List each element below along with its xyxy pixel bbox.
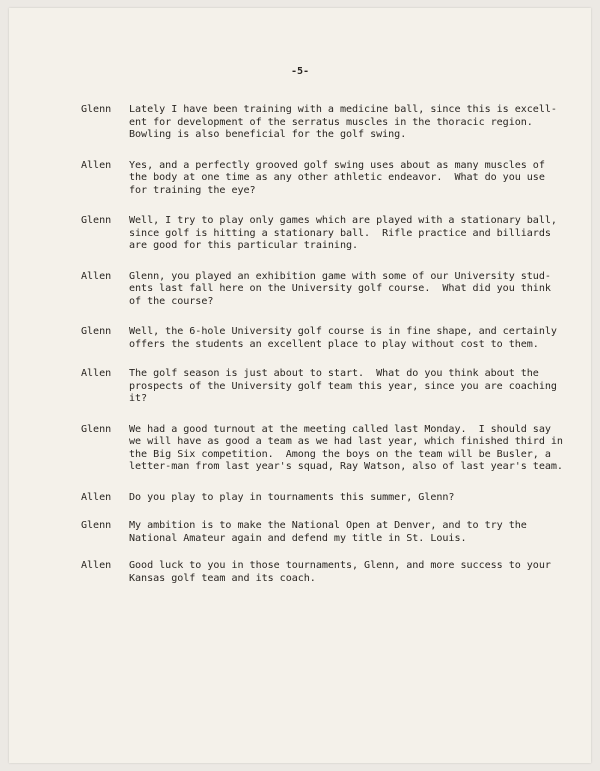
speech-line: ents last fall here on the University golf course. What did you think (129, 283, 551, 294)
speech-text (129, 368, 557, 406)
dialog-entry (81, 326, 557, 351)
speech-text (129, 520, 541, 545)
dialog-entry (81, 159, 545, 198)
speech-line: offers the students an excellent place to play without cost to them. (129, 338, 539, 350)
speaker-name: Glenn (81, 104, 112, 115)
speech-line: it? (129, 393, 148, 404)
speech-text (129, 492, 541, 505)
speech-line: Do you play to play in tournaments this summer, Glenn? (129, 491, 455, 503)
interview-transcript (81, 87, 563, 585)
dialog-entry (81, 423, 563, 474)
dialog-entry (81, 520, 541, 545)
speech-text (129, 104, 557, 142)
speech-line: Yes, and a perfectly grooved golf swing uses about as many muscles of (129, 159, 545, 171)
speech-line: My ambition is to make the National Open at Denver, and to try the (129, 520, 527, 531)
speech-line: since golf is hitting a stationary ball. Rifle practice and billiards (129, 227, 551, 239)
speech-line: the body at one time as any other athletic endeavor. What do you use (129, 172, 545, 183)
speaker-name: Allen (81, 270, 112, 282)
speech-line: letter-man from last year's squad, Ray Watson, also of last year's team. (129, 461, 563, 472)
speech-line: Good luck to you in those tournaments, Glenn, and more success to your (129, 560, 551, 571)
dialog-entry (81, 492, 541, 505)
speech-line: ent for development of the serratus muscles in the thoracic region. (129, 116, 533, 128)
dialog-entry (81, 368, 557, 406)
speaker-name: Glenn (81, 326, 112, 337)
speech-line: We had a good turnout at the meeting called last Monday. I should say (129, 423, 551, 435)
speaker-name: Glenn (81, 423, 112, 435)
speaker-name: Glenn (81, 520, 112, 531)
speech-line: National Amateur again and defend my title in St. Louis. (129, 532, 467, 544)
speech-line: are good for this particular training. (129, 240, 359, 251)
speaker-name: Glenn (81, 215, 112, 226)
speech-text (129, 215, 557, 253)
speech-line: The golf season is just about to start. What do you think about the (129, 368, 539, 379)
speech-line: Well, the 6-hole University golf course is in fine shape, and certainly (129, 326, 557, 337)
speech-text (129, 271, 551, 309)
speaker-name: Allen (81, 491, 112, 503)
dialog-entry (81, 215, 557, 253)
speech-text (129, 424, 563, 474)
speech-line: Bowling is also beneficial for the golf swing. (129, 129, 407, 140)
speech-line: Well, I try to play only games which are played with a stationary ball, (129, 215, 557, 226)
speech-line: Lately I have been training with a medicine ball, since this is excell- (129, 104, 557, 115)
speech-line: Glenn, you played an exhibition game with some of our University stud- (129, 270, 551, 282)
dialog-entry (81, 270, 551, 309)
speech-line: of the course? (129, 295, 214, 307)
speech-text (129, 560, 551, 585)
speech-line: we will have as good a team as we had last year, which finished third in (129, 436, 563, 447)
speech-line: prospects of the University golf team this year, since you are coaching (129, 380, 557, 392)
speaker-name: Allen (81, 368, 112, 379)
speech-line: Kansas golf team and its coach. (129, 572, 316, 584)
document-page (9, 8, 591, 763)
speech-line: the Big Six competition. Among the boys on the team will be Busler, a (129, 448, 551, 460)
speaker-name: Allen (81, 560, 112, 571)
speech-text (129, 326, 557, 351)
page-number: -5- (291, 66, 310, 77)
dialog-entry (81, 104, 557, 142)
dialog-entry (81, 560, 551, 585)
speech-text (129, 160, 545, 198)
speech-line: for training the eye? (129, 184, 256, 196)
speaker-name: Allen (81, 159, 112, 171)
